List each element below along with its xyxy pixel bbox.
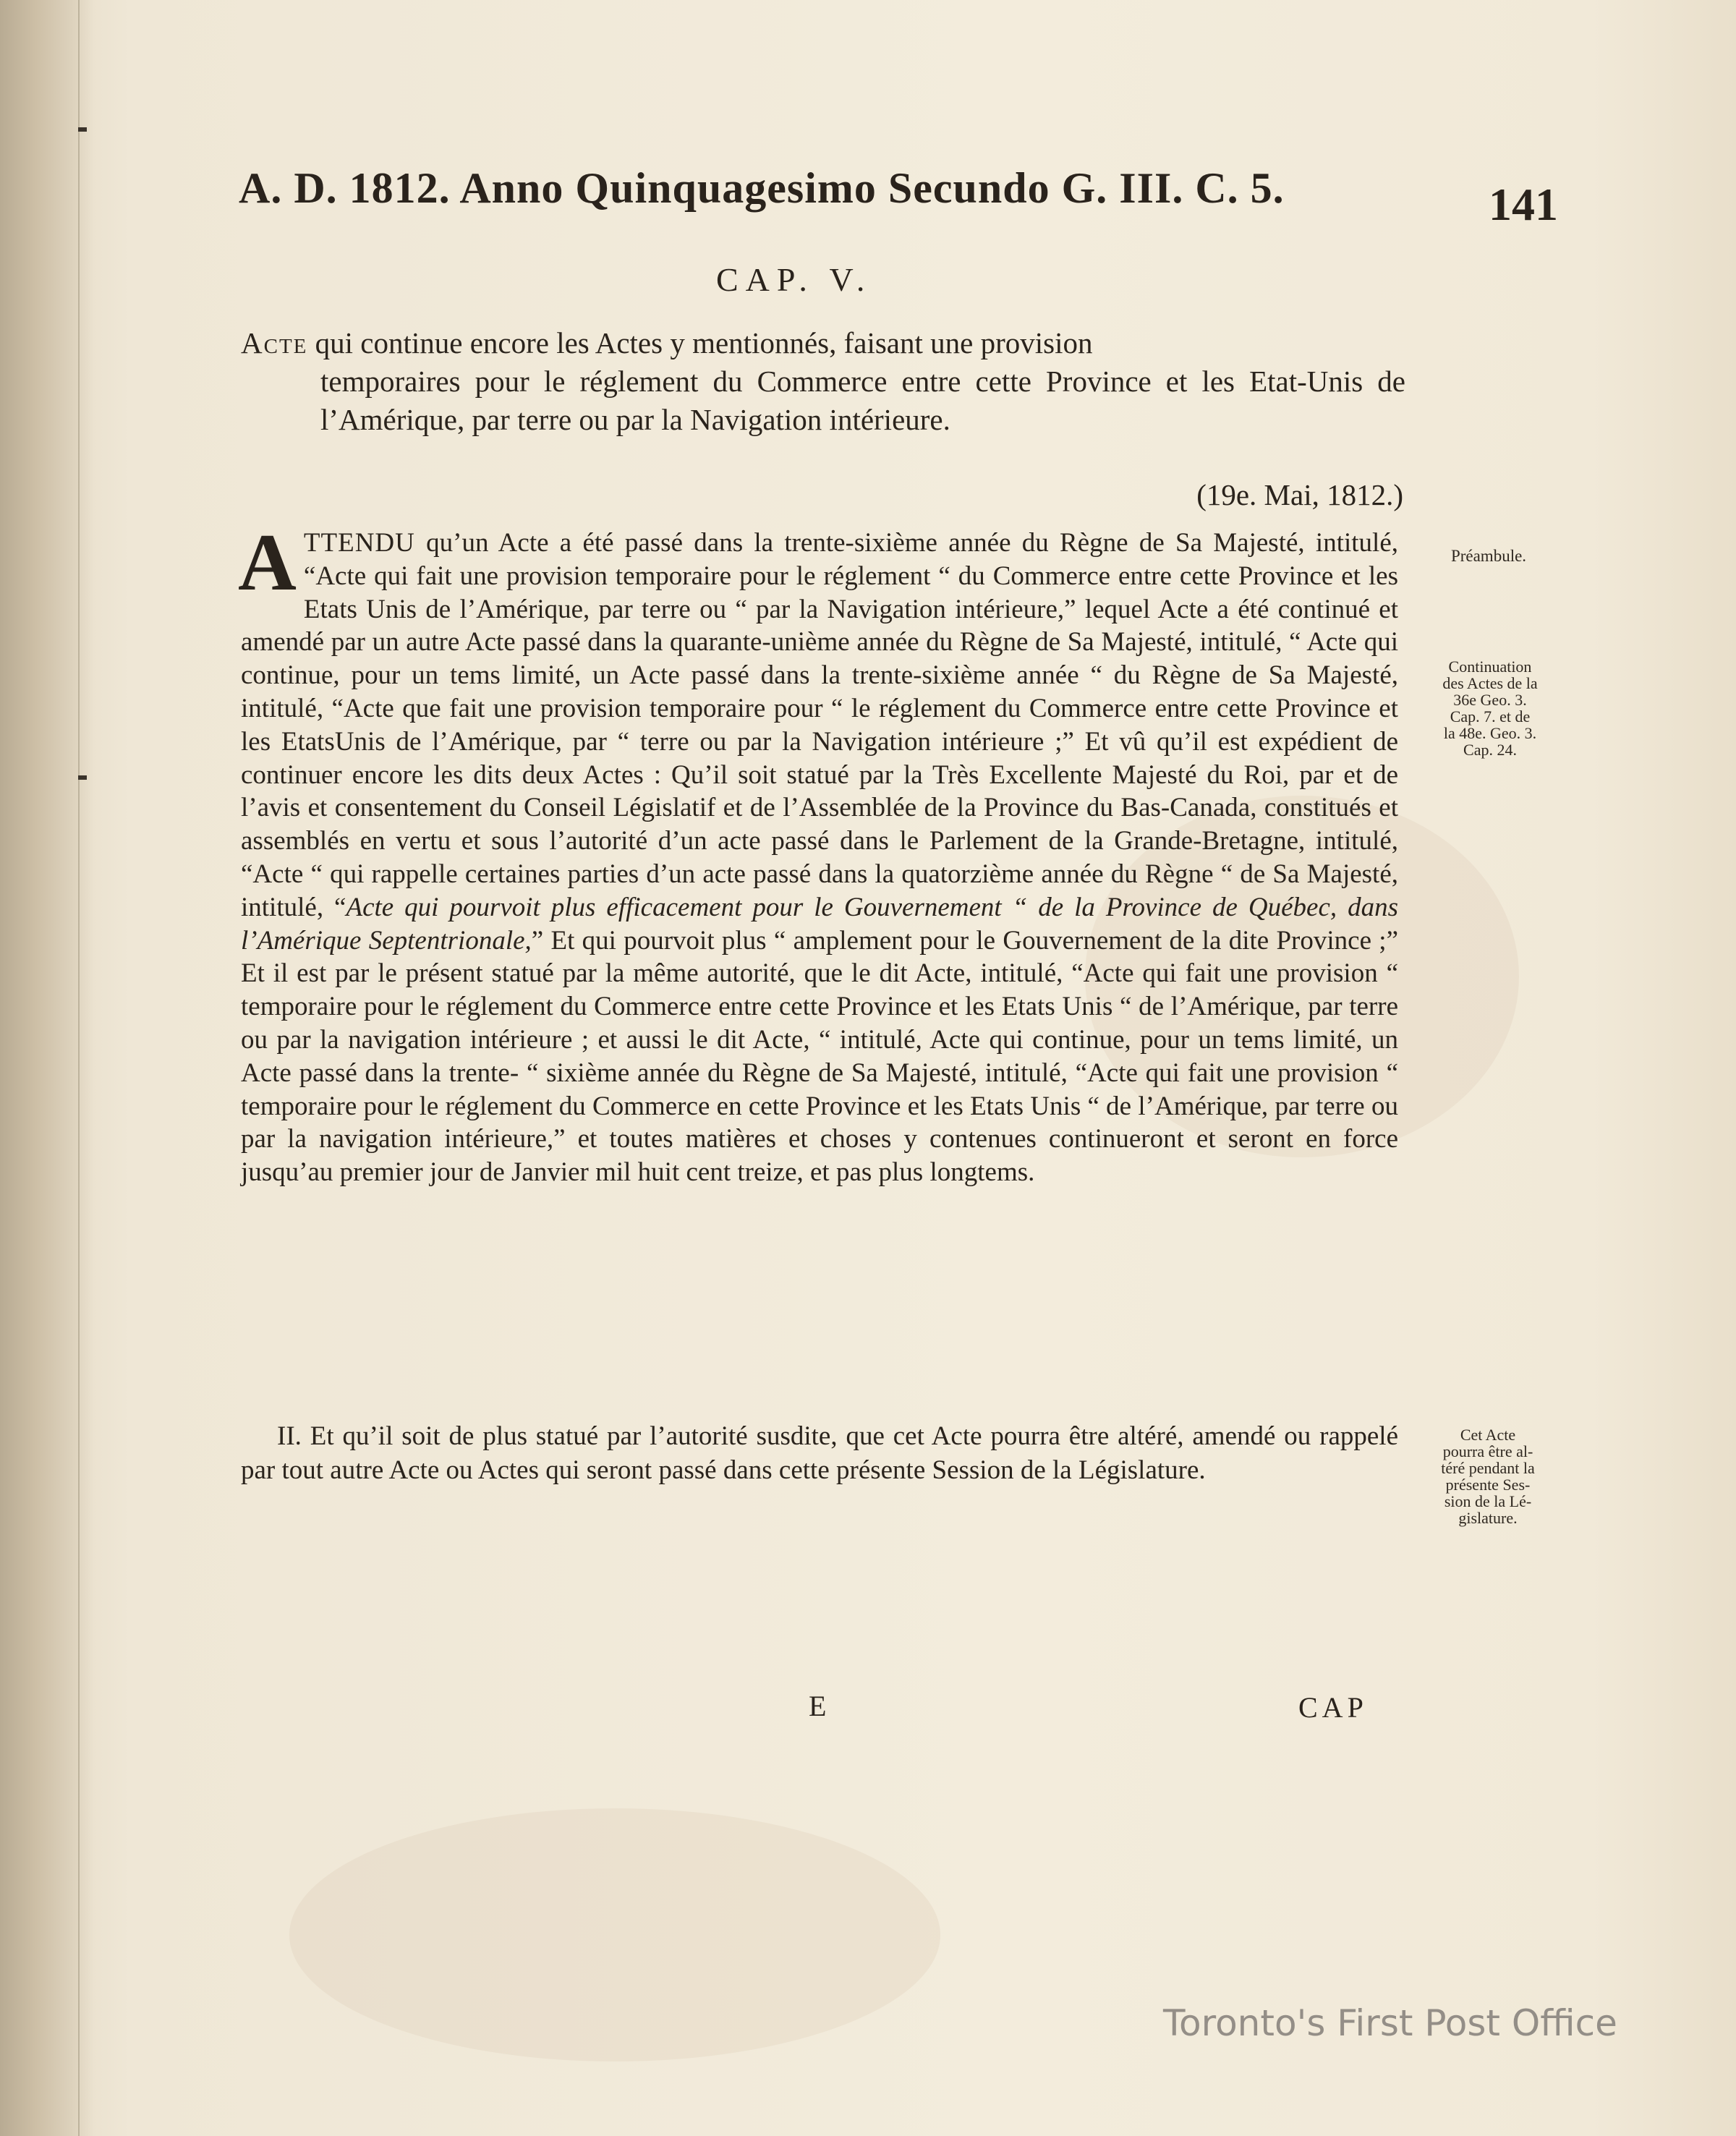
lead-word: TTENDU	[303, 528, 415, 558]
marginal-note-line: téré pendant la	[1441, 1459, 1535, 1477]
body-text-part1: qu’un Acte a été passé dans la trente-sixième année du Règne de Sa Majesté, intitulé, “Acte qui fait une provision temporaire pour le réglement “ du Commerce entre cette Province et les Etats Unis de l’Amérique, par terre ou “ par la Navigation intérieure,” lequel Acte a été continué et amendé par un autre Acte passé dans la quarante-unième année du Règne de Sa Majesté, intitulé, “ Acte qui continue, pour un tems limité, un Acte passé dans la trente-sixième année “ du Règne de Sa Majesté, intitulé, “Acte que fait une provision temporaire pour “ le réglement du Commerce entre cette Province et les EtatsUnis de l’Amérique, par “ terre ou par la Navigation intérieure ;” Et vû qu’il est expédient de continuer encore les dits deux Actes : Qu’il soit statué par la Très Excellente Majesté du Roi, par et de l’avis et consentement du Conseil Législatif et de l’Assemblée de la Province du Bas-Canada, constitués et assemblés en vertu et sous l’autorité d’un acte passé dans le Parlement de la Grande-Bretagne, intitulé, “Acte “ qui rappelle certaines parties d’un acte passé dans la quatorzième année du Règne “ de Sa Majesté, intitulé, “	[241, 528, 1398, 922]
marginal-note-line: des Actes de la	[1442, 674, 1538, 692]
preamble-paragraph	[238, 518, 1398, 1189]
marginal-note-preambule: Préambule.	[1450, 547, 1527, 565]
marginal-note-line: la 48e. Geo. 3.	[1443, 724, 1537, 742]
marginal-note-line: 36e Geo. 3.	[1453, 691, 1527, 709]
marginal-note-line: pourra être al-	[1442, 1442, 1533, 1460]
marginal-note-line: Cet Acte	[1460, 1426, 1516, 1444]
marginal-note-line: Continuation	[1448, 658, 1532, 676]
marginal-note-alteration	[1419, 1426, 1557, 1526]
marginal-note-line: Cap. 24.	[1463, 741, 1517, 759]
drop-cap: A	[238, 518, 297, 608]
acte-lead-word: Acte	[241, 326, 308, 359]
acte-title	[241, 324, 1405, 439]
stitch-mark	[78, 775, 87, 780]
body-text-part2: ” Et qui pourvoit plus “ amplement pour le Gouvernement de la dite Province ;” Et il est par le présent statué par la même autorité, que le dit Acte, intitulé, “Acte qui fait une provision “ temporaire pour le réglement du Commerce entre cette Province et les Etats Unis “ de l’Amérique, par terre ou par la navigation intérieure ; et aussi le dit Acte, “ intitulé, Acte qui continue, pour un tems limité, un Acte passé dans la trente- “ sixième année du Règne de Sa Majesté, intitulé, “Acte qui fait une provision “ temporaire pour le réglement du Commerce en cette Province et les Etats Unis “ de l’Amérique, par terre ou par la navigation intérieure,” et toutes matières et choses y contenues continueront et seront en force jusqu’au premier jour de Janvier mil huit cent treize, et pas plus longtems.	[241, 925, 1398, 1188]
spine-edge	[78, 0, 80, 2136]
marginal-note-line: sion de la Lé-	[1444, 1492, 1532, 1510]
chapter-title: CAP. V.	[716, 261, 872, 298]
marginal-note-line: présente Ses-	[1445, 1476, 1531, 1494]
enactment-date: (19e. Mai, 1812.)	[1196, 478, 1403, 511]
binding-gutter	[0, 0, 94, 2136]
marginal-note-continuation	[1418, 658, 1562, 758]
stitch-mark	[78, 127, 87, 132]
acte-title-line1: qui continue encore les Actes y mentionnés, faisant une provision	[315, 326, 1093, 359]
signature-mark: E	[809, 1690, 827, 1722]
section-two-paragraph: II. Et qu’il soit de plus statué par l’autorité susdite, que cet Acte pourra être altéré, amendé ou rappelé par tout autre Acte ou Actes qui seront passé dans cette présente Session de la Législature.	[241, 1421, 1398, 1485]
acte-title-continuation: temporaires pour le réglement du Commerce entre cette Province et les Etat-Unis de l’Amérique, par terre ou par la Navigation intérieure.	[320, 365, 1405, 436]
page-number: 141	[1489, 179, 1558, 230]
paper-stain	[289, 1808, 940, 2061]
body-text-italic: Acte qui pourvoit plus efficacement pour le Gouvernement “ de la Province de Québec, dans l’Amérique Septentrionale,	[241, 892, 1398, 956]
running-header: A. D. 1812. Anno Quinquagesimo Secundo G. III. C. 5.	[239, 164, 1285, 212]
catchword: CAP	[1298, 1691, 1368, 1724]
marginal-note-line: Cap. 7. et de	[1450, 707, 1531, 726]
marginal-note-line: gislature.	[1458, 1509, 1518, 1527]
watermark-text: Toronto's First Post Office	[1163, 2002, 1617, 2044]
